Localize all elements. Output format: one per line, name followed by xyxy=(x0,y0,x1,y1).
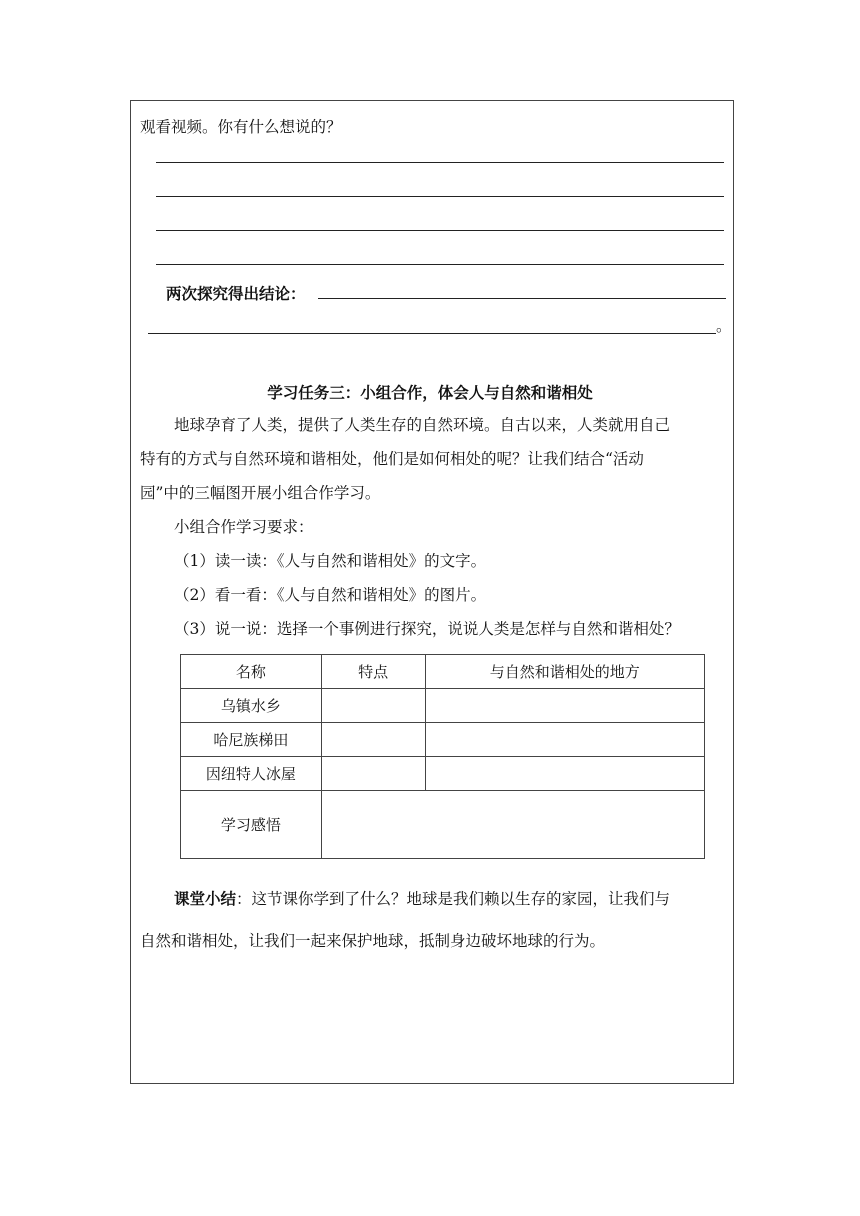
header-feature: 特点 xyxy=(321,655,425,689)
answer-line[interactable] xyxy=(156,230,724,231)
task3-title: 学习任务三：小组合作，体会人与自然和谐相处 xyxy=(267,383,593,402)
row-name-cell: 乌镇水乡 xyxy=(181,689,322,723)
harmony-cell[interactable] xyxy=(425,757,704,791)
summary-label: 课堂小结 xyxy=(174,889,237,908)
requirement-item: （1）读一读：《人与自然和谐相处》的文字。 xyxy=(174,552,487,570)
answer-line[interactable] xyxy=(156,264,724,265)
summary-line xyxy=(174,889,670,909)
harmony-cell[interactable] xyxy=(425,689,704,723)
table-reflection-row xyxy=(181,791,705,859)
summary-line-2: 自然和谐相处，让我们一起来保护地球，抵制身边破坏地球的行为。 xyxy=(140,932,606,950)
video-prompt: 观看视频。你有什么想说的？ xyxy=(140,118,342,136)
feature-cell[interactable] xyxy=(321,723,425,757)
header-harmony: 与自然和谐相处的地方 xyxy=(425,655,704,689)
conclusion-line-2[interactable] xyxy=(148,333,716,334)
row-name-cell: 因纽特人冰屋 xyxy=(181,757,322,791)
answer-line[interactable] xyxy=(156,162,724,163)
table-row xyxy=(181,689,705,723)
task3-paragraph-line: 地球孕育了人类，提供了人类生存的自然环境。自古以来，人类就用自己 xyxy=(174,416,671,434)
harmony-cell[interactable] xyxy=(425,723,704,757)
summary-text: ：这节课你学到了什么？地球是我们赖以生存的家园，让我们与 xyxy=(236,890,671,908)
requirements-title: 小组合作学习要求： xyxy=(174,518,314,536)
row-name-cell: 哈尼族梯田 xyxy=(181,723,322,757)
table-row xyxy=(181,757,705,791)
conclusion-line[interactable] xyxy=(318,298,726,299)
conclusion-label: 两次探究得出结论： xyxy=(166,284,306,303)
table-header-row xyxy=(181,655,705,689)
feature-cell[interactable] xyxy=(321,757,425,791)
answer-line[interactable] xyxy=(156,196,724,197)
conclusion-end-mark: 。 xyxy=(716,317,732,335)
inquiry-table xyxy=(180,654,705,859)
reflection-label: 学习感悟 xyxy=(181,791,322,859)
requirement-item: （3）说一说：选择一个事例进行探究，说说人类是怎样与自然和谐相处？ xyxy=(174,620,680,638)
table-row xyxy=(181,723,705,757)
feature-cell[interactable] xyxy=(321,689,425,723)
reflection-cell[interactable] xyxy=(321,791,704,859)
header-name: 名称 xyxy=(181,655,322,689)
requirement-item: （2）看一看：《人与自然和谐相处》的图片。 xyxy=(174,586,487,604)
task3-paragraph-line: 特有的方式与自然环境和谐相处，他们是如何相处的呢？让我们结合“活动 xyxy=(140,450,644,468)
task3-paragraph-line: 园”中的三幅图开展小组合作学习。 xyxy=(140,484,381,502)
